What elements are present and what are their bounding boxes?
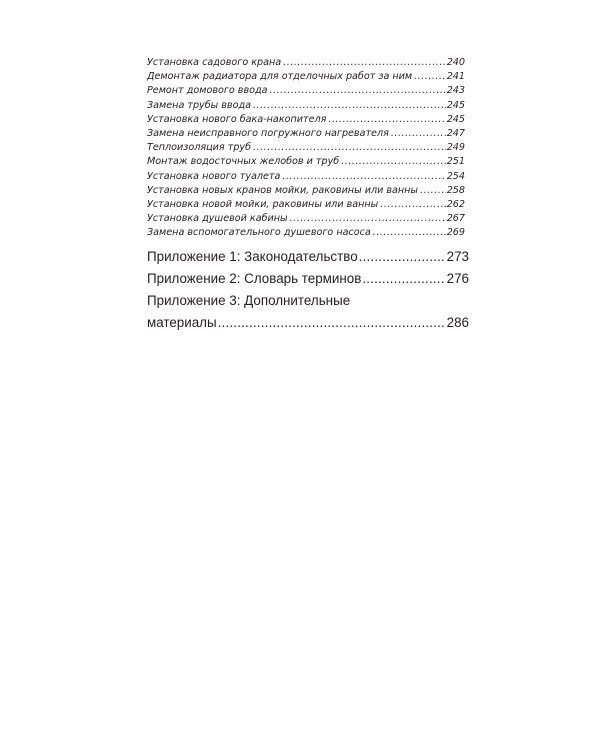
toc-entry bbox=[147, 56, 465, 70]
toc-leader-dots bbox=[218, 312, 445, 334]
toc-entry bbox=[147, 113, 465, 127]
toc-entry bbox=[147, 155, 465, 169]
toc-entry-title: Установка новых кранов мойки, раковины или ванны bbox=[147, 184, 419, 196]
toc-entry-title: Монтаж водосточных желобов и труб bbox=[147, 156, 340, 168]
toc-entry-page: 251 bbox=[446, 156, 465, 168]
toc-entry-page: 269 bbox=[446, 227, 465, 239]
toc-entry bbox=[147, 141, 465, 155]
toc-leader-dots bbox=[282, 170, 445, 184]
toc-entry bbox=[147, 70, 465, 84]
toc-entry-page: 249 bbox=[446, 142, 465, 154]
toc-entry bbox=[147, 170, 465, 184]
toc-leader-dots bbox=[414, 70, 446, 84]
toc-leader-dots bbox=[253, 99, 446, 113]
toc-appendix-page: 286 bbox=[446, 315, 469, 330]
toc-entry-title: Демонтаж радиатора для отделочных работ за ним bbox=[147, 71, 413, 83]
toc-entry-title: Установка новой мойки, раковины или ванны bbox=[147, 199, 379, 211]
toc-appendix-title: Приложение 2: Словарь терминов bbox=[147, 271, 362, 286]
toc-entry bbox=[147, 198, 465, 212]
toc-entry-page: 245 bbox=[446, 99, 465, 111]
toc-entry-page: 241 bbox=[446, 71, 465, 83]
toc-entry-title: Замена неисправного погружного нагревателя bbox=[147, 128, 389, 140]
toc-sections-list bbox=[147, 56, 465, 241]
toc-entry-title: Теплоизоляция труб bbox=[147, 142, 252, 154]
toc-appendix-title: Приложение 1: Законодательство bbox=[147, 249, 358, 264]
toc-appendix-entry bbox=[147, 246, 469, 268]
toc-entry-page: 258 bbox=[446, 184, 465, 196]
toc-leader-dots bbox=[373, 226, 446, 240]
toc-appendix-page: 276 bbox=[446, 271, 469, 286]
toc-appendices-list bbox=[147, 246, 469, 334]
toc-entry-page: 243 bbox=[446, 85, 465, 97]
toc-entry-title: Установка садового крана bbox=[147, 57, 282, 68]
toc-entry-title: Замена вспомогательного душевого насоса bbox=[147, 227, 371, 239]
toc-leader-dots bbox=[283, 56, 446, 70]
toc-entry bbox=[147, 99, 465, 113]
toc-entry-title: Установка нового бака-накопителя bbox=[147, 113, 327, 125]
toc-entry bbox=[147, 226, 465, 240]
toc-leader-dots bbox=[341, 155, 446, 169]
toc-entry-page: 240 bbox=[446, 57, 465, 68]
toc-entry-title: Установка нового туалета bbox=[147, 170, 281, 182]
toc-entry-title: Ремонт домового ввода bbox=[147, 85, 268, 97]
toc-entry bbox=[147, 212, 465, 226]
toc-leader-dots bbox=[420, 184, 446, 198]
toc-appendix-entry bbox=[147, 312, 469, 334]
toc-leader-dots bbox=[359, 246, 445, 268]
toc-entry bbox=[147, 84, 465, 98]
toc-leader-dots bbox=[362, 268, 444, 290]
toc-appendix-title-continuation: материалы bbox=[147, 315, 217, 330]
toc-entry-page: 247 bbox=[446, 128, 465, 140]
toc-appendix-page: 273 bbox=[446, 249, 469, 264]
toc-appendix-title-line: Приложение 3: Дополнительные bbox=[147, 293, 351, 308]
toc-leader-dots bbox=[270, 84, 446, 98]
toc-entry bbox=[147, 184, 465, 198]
toc-entry-page: 262 bbox=[446, 199, 465, 211]
toc-leader-dots bbox=[380, 198, 445, 212]
toc-leader-dots bbox=[290, 212, 446, 226]
toc-entry-page: 267 bbox=[446, 213, 465, 225]
toc-entry-title: Установка душевой кабины bbox=[147, 213, 288, 225]
toc-entry-page: 245 bbox=[446, 113, 465, 125]
toc-entry-title: Замена трубы ввода bbox=[147, 99, 251, 111]
toc-entry-page: 254 bbox=[446, 170, 465, 182]
toc-leader-dots bbox=[328, 113, 445, 127]
toc-entry bbox=[147, 127, 465, 141]
toc-leader-dots bbox=[391, 127, 446, 141]
toc-leader-dots bbox=[253, 141, 446, 155]
toc-appendix-entry bbox=[147, 268, 469, 290]
